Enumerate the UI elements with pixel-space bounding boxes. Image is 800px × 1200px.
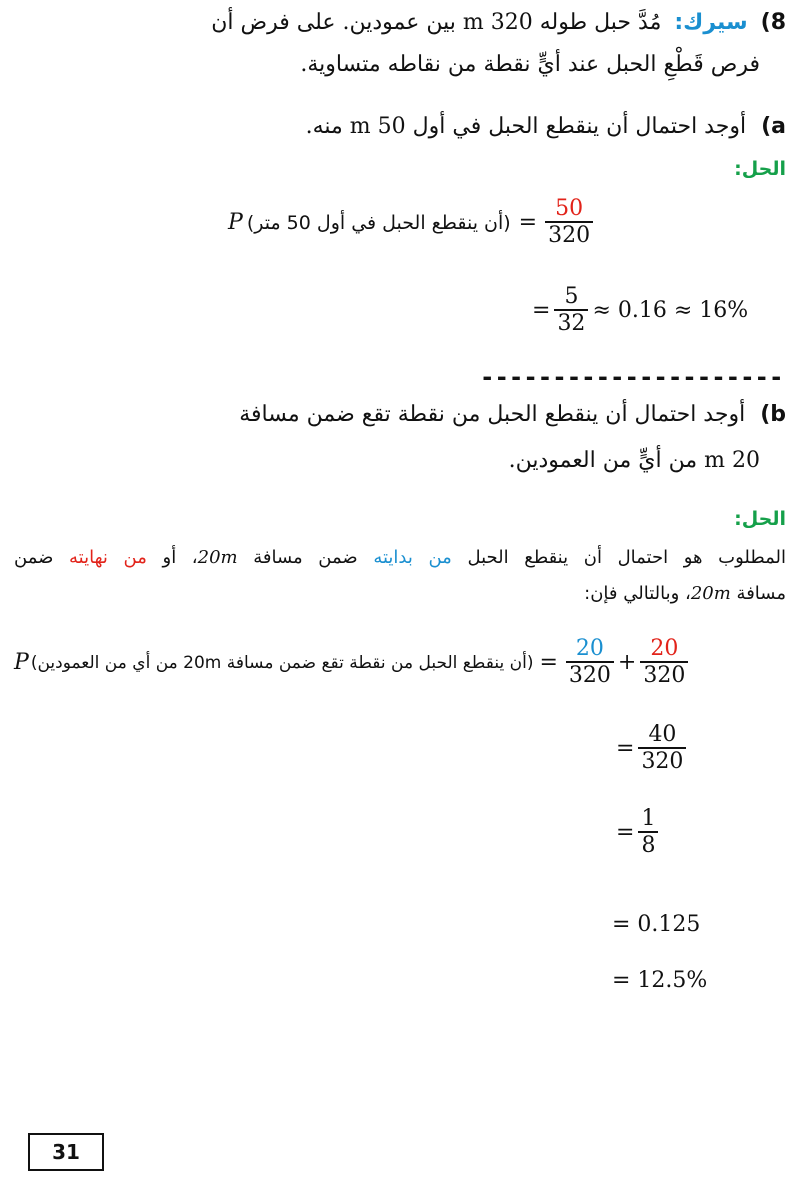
part-b-explanation-line2: [584, 580, 786, 608]
part-b-step2-numerator: 40: [648, 722, 677, 747]
part-b-step3-numerator: 1: [641, 806, 656, 831]
part-a-question-row: [306, 112, 786, 142]
part-a-equation-1: [228, 196, 597, 250]
part-b-step-4: = 0.125: [612, 912, 701, 937]
part-b-plus: +: [617, 650, 637, 676]
part-b-step3-denominator: 8: [638, 831, 658, 859]
part-b-event: (أن ينقطع الحبل من نقطة تقع ضمن مسافة 20m من أي من العمودين): [30, 652, 534, 673]
part-b-step3-fraction: [638, 806, 658, 860]
part-a-solution-label: الحل:: [734, 158, 786, 180]
part-b-fraction-b: [640, 636, 688, 690]
part-a-fraction-2: [554, 284, 588, 338]
part-b-label: b): [760, 402, 786, 427]
part-b-question-row: [239, 400, 786, 430]
part-a-frac2-numerator: 5: [564, 284, 579, 309]
part-b-solution-label: الحل:: [734, 508, 786, 530]
explain-text-1: المطلوب هو احتمال أن ينقطع الحبل: [467, 547, 786, 568]
part-b-fracA-numerator: 20: [575, 636, 604, 661]
part-a-p-symbol: P: [228, 210, 243, 236]
part-b-step-2: [616, 722, 690, 776]
part-b-question-line2: 20 m من أيٍّ من العمودين.: [508, 448, 760, 473]
part-a-frac2-denominator: 32: [554, 309, 588, 337]
part-a-frac1-numerator: 50: [555, 196, 584, 221]
explain-line2-c: ، وبالتالي فإن:: [584, 583, 691, 604]
part-b-fraction-a: [566, 636, 614, 690]
part-b-equals: =: [539, 650, 558, 676]
part-a-approximation: ≈ 0.16 ≈ 16%: [592, 298, 749, 324]
part-b-fracB-numerator: 20: [650, 636, 679, 661]
explain-text-5: ضمن: [14, 547, 54, 568]
explain-distance-1: 20m: [197, 547, 238, 568]
problem-header: [16, 8, 786, 38]
part-b-step3-equals: =: [616, 820, 635, 846]
explain-distance-2: 20m: [690, 583, 731, 604]
problem-number: 8): [760, 10, 786, 35]
part-b-step-3: [616, 806, 662, 860]
part-a-question: أوجد احتمال أن ينقطع الحبل في أول 50 m منه.: [305, 114, 747, 139]
problem-keyword: سيرك:: [674, 10, 748, 35]
part-a-equals-1: =: [518, 210, 538, 236]
explain-text-4: ، أو: [162, 547, 198, 568]
part-b-question-line1: أوجد احتمال أن ينقطع الحبل من نقطة تقع ضمن مسافة: [239, 402, 746, 427]
explain-from-end: من نهايته: [69, 547, 147, 568]
explain-from-start: من بدايته: [373, 547, 452, 568]
part-b-step-5: = 12.5%: [612, 968, 708, 993]
part-a-label: a): [761, 114, 786, 139]
part-b-p-symbol: P: [14, 650, 29, 676]
page-number: 31: [52, 1140, 80, 1164]
part-a-equation-2: [532, 284, 748, 338]
part-b-equation-1: [14, 636, 692, 690]
part-b-fracB-denominator: 320: [640, 661, 688, 689]
part-a-event: (أن ينقطع الحبل في أول 50 متر): [246, 211, 511, 234]
part-b-step2-denominator: 320: [638, 747, 686, 775]
part-a-separator: ---------------------: [480, 363, 784, 391]
problem-statement-line2: فرص قَطْعِ الحبل عند أيٍّ نقطة من نقاطه متساوية.: [300, 52, 760, 77]
part-a-frac1-denominator: 320: [545, 221, 593, 249]
explain-line2-a: مسافة: [736, 583, 786, 604]
part-a-equals-2: =: [532, 298, 551, 324]
part-b-fracA-denominator: 320: [566, 661, 614, 689]
problem-statement-line1: مُدَّ حبل طوله 320 m بين عمودين. على فرض أن: [211, 10, 662, 35]
part-b-step2-fraction: [638, 722, 686, 776]
explain-text-2: ضمن مسافة: [253, 547, 358, 568]
part-b-step2-equals: =: [616, 736, 635, 762]
page-number-box: [28, 1133, 104, 1171]
part-a-fraction-1: [545, 196, 593, 250]
part-b-explanation-line1: [14, 544, 786, 572]
